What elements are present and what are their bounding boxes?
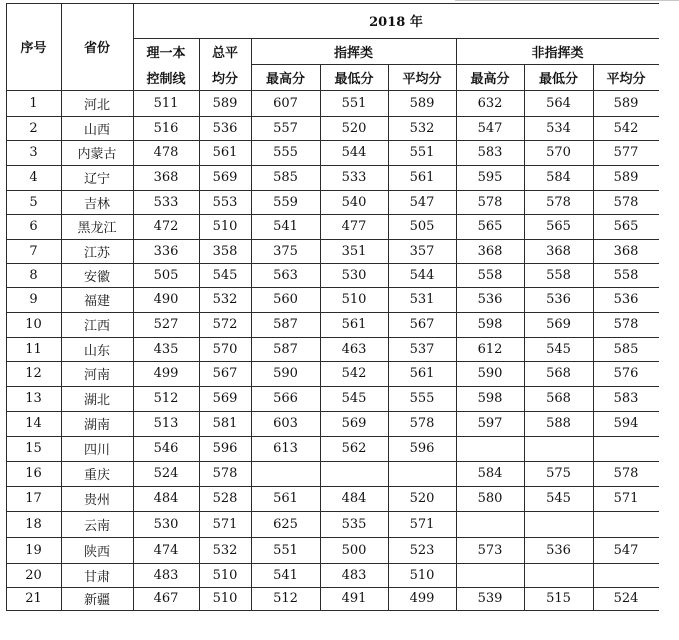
- row-non-avg: [593, 436, 659, 461]
- row-total-avg: 528: [212, 491, 238, 506]
- row-non-max: 536: [477, 292, 503, 307]
- row-cmd-max: 555: [273, 145, 298, 160]
- row-province: 福建: [83, 294, 110, 309]
- row-total-avg: 572: [212, 317, 238, 332]
- row-seq: 3: [29, 145, 38, 160]
- row-province: 陕西: [83, 544, 110, 560]
- row-seq: 16: [25, 466, 42, 481]
- row-province: 辽宁: [83, 172, 110, 187]
- row-non-avg: 536: [613, 292, 639, 307]
- row-province: 湖北: [83, 393, 110, 408]
- row-non-avg: 578: [613, 194, 639, 210]
- row-total-avg: 532: [212, 292, 238, 307]
- row-control-line: 472: [153, 219, 179, 234]
- row-non-max: 590: [477, 366, 503, 381]
- row-non-min: 565: [546, 219, 571, 234]
- row-non-min: [524, 563, 593, 587]
- row-seq: 7: [29, 243, 38, 259]
- row-non-min: 515: [546, 591, 571, 606]
- row-cmd-max: 587: [273, 341, 298, 357]
- row-cmd-max: [251, 461, 320, 486]
- row-non-avg: 585: [613, 341, 639, 357]
- row-province: 江苏: [83, 245, 110, 261]
- header-group-noncommand: 非指挥类: [531, 45, 584, 61]
- row-seq: 21: [25, 591, 42, 606]
- row-non-max: [456, 436, 524, 461]
- row-cmd-avg: 596: [409, 441, 435, 456]
- row-non-max: [456, 563, 524, 587]
- row-cmd-min: 545: [341, 391, 367, 406]
- row-cmd-avg: 578: [409, 416, 435, 431]
- row-non-max: 583: [477, 145, 503, 160]
- row-non-min: 588: [546, 416, 571, 431]
- row-non-avg: 578: [613, 466, 639, 481]
- row-seq: 2: [29, 120, 38, 136]
- header-control-line-2: 控制线: [146, 71, 186, 87]
- row-seq: 11: [25, 341, 42, 357]
- row-control-line: 474: [153, 542, 179, 558]
- top-edge-line: [455, 0, 679, 1]
- row-seq: 9: [29, 292, 38, 307]
- row-control-line: 499: [153, 366, 179, 381]
- row-total-avg: 578: [212, 466, 238, 481]
- row-cmd-avg: 561: [409, 170, 435, 185]
- row-cmd-avg: [388, 461, 456, 486]
- header-subcol: 最低分: [538, 71, 578, 87]
- row-non-avg: 542: [613, 120, 639, 136]
- row-non-avg: 368: [613, 243, 639, 259]
- row-non-min: 564: [546, 95, 571, 111]
- row-province: 甘肃: [83, 569, 110, 585]
- row-province: 黑龙江: [77, 221, 117, 236]
- row-seq: 12: [25, 366, 42, 381]
- row-total-avg: 510: [212, 567, 238, 583]
- row-cmd-min: 551: [341, 95, 367, 111]
- row-cmd-max: 563: [273, 267, 298, 283]
- row-cmd-min: 463: [341, 341, 367, 357]
- row-cmd-min: 540: [341, 194, 367, 210]
- row-cmd-max: 566: [273, 391, 298, 406]
- row-seq: 5: [29, 194, 38, 210]
- row-control-line: 505: [153, 267, 179, 283]
- row-cmd-max: 541: [273, 567, 298, 583]
- row-cmd-avg: 561: [409, 366, 435, 381]
- row-cmd-min: 561: [341, 317, 367, 332]
- row-cmd-avg: 571: [409, 516, 435, 532]
- row-cmd-avg: 499: [409, 591, 435, 606]
- row-non-avg: [593, 511, 659, 537]
- row-total-avg: 358: [212, 243, 238, 259]
- row-seq: 4: [29, 170, 38, 185]
- row-seq: 1: [29, 95, 38, 111]
- row-non-min: 570: [546, 145, 571, 160]
- row-seq: 18: [25, 516, 42, 532]
- row-non-avg: 578: [613, 317, 639, 332]
- row-control-line: 516: [153, 120, 179, 136]
- header-subcol: 平均分: [402, 71, 442, 87]
- header-subcol: 最高分: [265, 71, 305, 87]
- row-non-avg: 576: [613, 366, 639, 381]
- row-non-min: 545: [546, 341, 571, 357]
- row-non-max: 584: [477, 466, 503, 481]
- row-non-max: 565: [477, 219, 503, 234]
- row-seq: 15: [25, 441, 42, 456]
- row-control-line: 530: [153, 516, 179, 532]
- row-province: 山东: [83, 343, 110, 359]
- row-seq: 13: [25, 391, 42, 406]
- row-non-avg: 558: [613, 267, 639, 283]
- row-non-min: 536: [546, 542, 571, 558]
- header-subcol: 平均分: [606, 71, 646, 87]
- row-non-avg: [593, 563, 659, 587]
- row-seq: 8: [29, 267, 38, 283]
- row-non-max: 597: [477, 416, 503, 431]
- row-cmd-max: 375: [273, 243, 298, 259]
- row-control-line: 512: [153, 391, 179, 406]
- row-non-avg: 524: [613, 591, 639, 606]
- row-cmd-max: 551: [273, 542, 298, 558]
- row-total-avg: 570: [212, 341, 238, 357]
- row-cmd-avg: 544: [409, 267, 435, 283]
- row-cmd-min: 569: [341, 416, 367, 431]
- row-cmd-min: 477: [341, 219, 367, 234]
- header-total-avg-1: 总平: [211, 45, 238, 61]
- row-cmd-max: 557: [273, 120, 298, 136]
- row-seq: 10: [25, 317, 42, 332]
- row-province: 四川: [83, 443, 110, 458]
- row-cmd-min: 351: [341, 243, 367, 259]
- row-non-max: 595: [477, 170, 503, 185]
- row-province: 河北: [83, 97, 110, 113]
- row-non-max: 547: [477, 120, 503, 136]
- row-cmd-max: 607: [273, 95, 298, 111]
- row-non-max: 598: [477, 391, 503, 406]
- row-seq: 19: [25, 542, 42, 558]
- row-cmd-min: 510: [341, 292, 367, 307]
- row-non-min: 545: [546, 491, 571, 506]
- row-cmd-min: 542: [341, 366, 367, 381]
- row-seq: 6: [29, 219, 38, 234]
- row-control-line: 467: [153, 591, 179, 606]
- row-total-avg: 567: [212, 366, 238, 381]
- row-total-avg: 589: [212, 95, 238, 111]
- header-control-line-1: 理一本: [146, 45, 186, 61]
- row-non-min: 558: [546, 267, 571, 283]
- row-total-avg: 571: [212, 516, 238, 532]
- header-subcol: 最高分: [470, 71, 510, 87]
- row-cmd-min: 530: [341, 267, 367, 283]
- row-total-avg: 532: [212, 542, 238, 558]
- header-seq: 序号: [20, 41, 47, 56]
- row-control-line: 483: [153, 567, 179, 583]
- row-non-max: 539: [477, 591, 503, 606]
- row-province: 吉林: [83, 196, 110, 212]
- row-non-min: 534: [546, 120, 571, 136]
- row-province: 重庆: [83, 468, 110, 483]
- row-non-avg: 594: [613, 416, 639, 431]
- row-seq: 20: [25, 567, 42, 583]
- row-non-max: 598: [477, 317, 503, 332]
- row-province: 江西: [83, 319, 110, 334]
- row-non-max: 368: [477, 243, 503, 259]
- row-cmd-min: 562: [341, 441, 367, 456]
- row-cmd-avg: 567: [409, 317, 435, 332]
- row-province: 河南: [83, 368, 110, 383]
- row-control-line: 533: [153, 194, 179, 210]
- row-non-min: [524, 511, 593, 537]
- row-total-avg: 581: [212, 416, 238, 431]
- row-seq: 14: [25, 416, 42, 431]
- row-non-avg: 589: [613, 170, 639, 185]
- row-cmd-max: 512: [273, 591, 298, 606]
- row-cmd-max: 561: [273, 491, 298, 506]
- row-total-avg: 545: [212, 267, 238, 283]
- row-province: 内蒙古: [77, 147, 117, 162]
- row-total-avg: 536: [212, 120, 238, 136]
- row-cmd-min: 535: [341, 516, 367, 532]
- row-non-min: 368: [546, 243, 571, 259]
- row-non-min: 568: [546, 391, 571, 406]
- row-cmd-avg: 532: [409, 120, 435, 136]
- row-cmd-min: 483: [341, 567, 367, 583]
- row-control-line: 484: [153, 491, 179, 506]
- row-cmd-min: 484: [341, 491, 367, 506]
- row-control-line: 478: [153, 145, 179, 160]
- row-non-max: 580: [477, 491, 503, 506]
- row-cmd-max: 585: [273, 170, 298, 185]
- row-province: 湖南: [83, 418, 110, 433]
- row-cmd-max: 603: [273, 416, 298, 431]
- row-non-min: [524, 436, 593, 461]
- row-control-line: 527: [153, 317, 179, 332]
- row-non-max: 558: [477, 267, 503, 283]
- row-cmd-max: 590: [273, 366, 298, 381]
- row-control-line: 511: [153, 95, 179, 111]
- header-year: 2018 年: [369, 15, 423, 30]
- row-control-line: 546: [153, 441, 179, 456]
- row-total-avg: 553: [212, 194, 238, 210]
- table-border-bottom: [6, 610, 659, 611]
- row-cmd-max: 625: [273, 516, 298, 532]
- row-non-avg: 565: [613, 219, 639, 234]
- row-non-avg: 571: [613, 491, 639, 506]
- row-non-max: 578: [477, 194, 503, 210]
- row-total-avg: 596: [212, 441, 238, 456]
- row-cmd-avg: 520: [409, 491, 435, 506]
- row-non-min: 584: [546, 170, 571, 185]
- row-cmd-max: 587: [273, 317, 298, 332]
- row-cmd-min: 500: [341, 542, 367, 558]
- row-cmd-min: 533: [341, 170, 367, 185]
- row-cmd-max: 541: [273, 219, 298, 234]
- row-non-min: 575: [546, 466, 571, 481]
- row-province: 新疆: [83, 593, 110, 608]
- row-cmd-avg: 505: [409, 219, 435, 234]
- row-cmd-avg: 555: [409, 391, 435, 406]
- row-cmd-avg: 537: [409, 341, 435, 357]
- row-non-min: 578: [546, 194, 571, 210]
- row-total-avg: 561: [212, 145, 238, 160]
- row-total-avg: 569: [212, 170, 238, 185]
- header-province: 省份: [83, 41, 110, 56]
- row-total-avg: 510: [212, 219, 238, 234]
- row-cmd-min: [320, 461, 388, 486]
- row-control-line: 513: [153, 416, 179, 431]
- row-cmd-max: 613: [273, 441, 298, 456]
- row-total-avg: 510: [212, 591, 238, 606]
- row-seq: 17: [25, 491, 42, 506]
- row-cmd-min: 520: [341, 120, 367, 136]
- row-cmd-avg: 523: [409, 542, 435, 558]
- row-total-avg: 569: [212, 391, 238, 406]
- row-province: 安徽: [83, 269, 110, 285]
- row-control-line: 435: [153, 341, 179, 357]
- row-non-max: [456, 511, 524, 537]
- row-control-line: 368: [153, 170, 179, 185]
- row-cmd-avg: 589: [409, 95, 435, 111]
- row-cmd-avg: 357: [409, 243, 435, 259]
- row-province: 山西: [83, 122, 110, 138]
- row-non-avg: 589: [613, 95, 639, 111]
- row-cmd-avg: 531: [409, 292, 435, 307]
- row-province: 贵州: [83, 493, 110, 508]
- row-cmd-max: 559: [273, 194, 298, 210]
- row-cmd-avg: 551: [409, 145, 435, 160]
- row-province: 云南: [83, 518, 110, 534]
- row-cmd-min: 491: [341, 591, 367, 606]
- row-cmd-min: 544: [341, 145, 367, 160]
- row-non-min: 568: [546, 366, 571, 381]
- header-subcol: 最低分: [334, 71, 374, 87]
- row-cmd-max: 560: [273, 292, 298, 307]
- row-non-avg: 583: [613, 391, 639, 406]
- header-group-command: 指挥类: [333, 45, 373, 61]
- row-cmd-avg: 510: [409, 567, 435, 583]
- row-cmd-avg: 547: [409, 194, 435, 210]
- row-non-min: 536: [546, 292, 571, 307]
- row-control-line: 336: [153, 243, 179, 259]
- row-non-max: 632: [477, 95, 503, 111]
- row-control-line: 490: [153, 292, 179, 307]
- row-control-line: 524: [153, 466, 179, 481]
- row-non-max: 612: [477, 341, 503, 357]
- row-non-avg: 577: [613, 145, 639, 160]
- row-non-min: 569: [546, 317, 571, 332]
- row-non-avg: 547: [613, 542, 639, 558]
- header-total-avg-2: 均分: [211, 71, 238, 87]
- row-non-max: 573: [477, 542, 503, 558]
